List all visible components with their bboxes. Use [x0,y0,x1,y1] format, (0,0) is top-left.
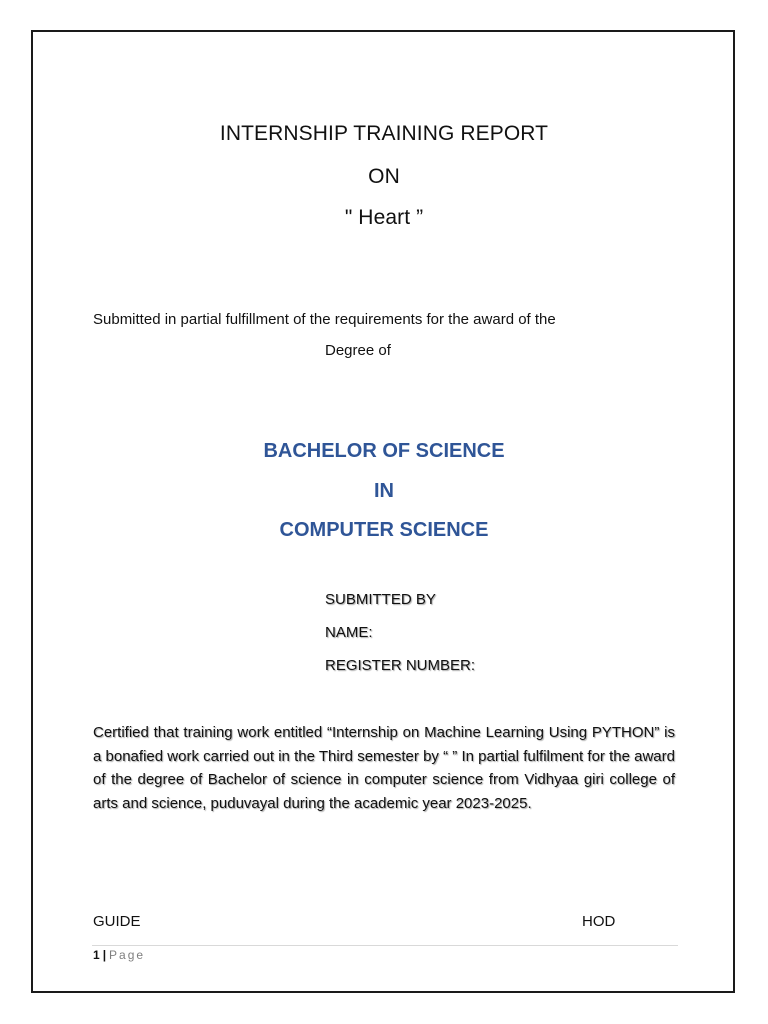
degree-in: IN [374,480,394,502]
degree-name: BACHELOR OF SCIENCE [263,440,505,462]
page-label: Page [109,948,146,962]
submission-statement: Submitted in partial fulfillment of the requirements for the award of the [93,311,556,328]
certificate-paragraph: Certified that training work entitled “Internship on Machine Learning Using PYTHON” is a bonafied work carried out in the Third semester by “ ” In partial fulfilment for the award of the degree of Bachelor of science in computer science from Vidhyaa giri college of arts and science, puduvayal during the academic year 2023-2025. [93,724,675,812]
report-title-on: ON [368,165,400,188]
register-number-label: REGISTER NUMBER: [325,657,476,674]
report-topic: " Heart ” [344,206,424,229]
hod-signature-label: HOD [582,913,616,930]
submitted-by-heading: SUBMITTED BY [325,591,436,608]
degree-of-label: Degree of [325,342,391,359]
name-label: NAME: [325,624,373,641]
footer-divider [92,945,678,946]
guide-signature-label: GUIDE [93,913,141,930]
page-footer [93,948,145,962]
page-number: 1 [93,948,100,962]
degree-subject: COMPUTER SCIENCE [279,519,489,541]
footer-separator: | [102,948,107,962]
report-title: INTERNSHIP TRAINING REPORT [219,122,549,145]
